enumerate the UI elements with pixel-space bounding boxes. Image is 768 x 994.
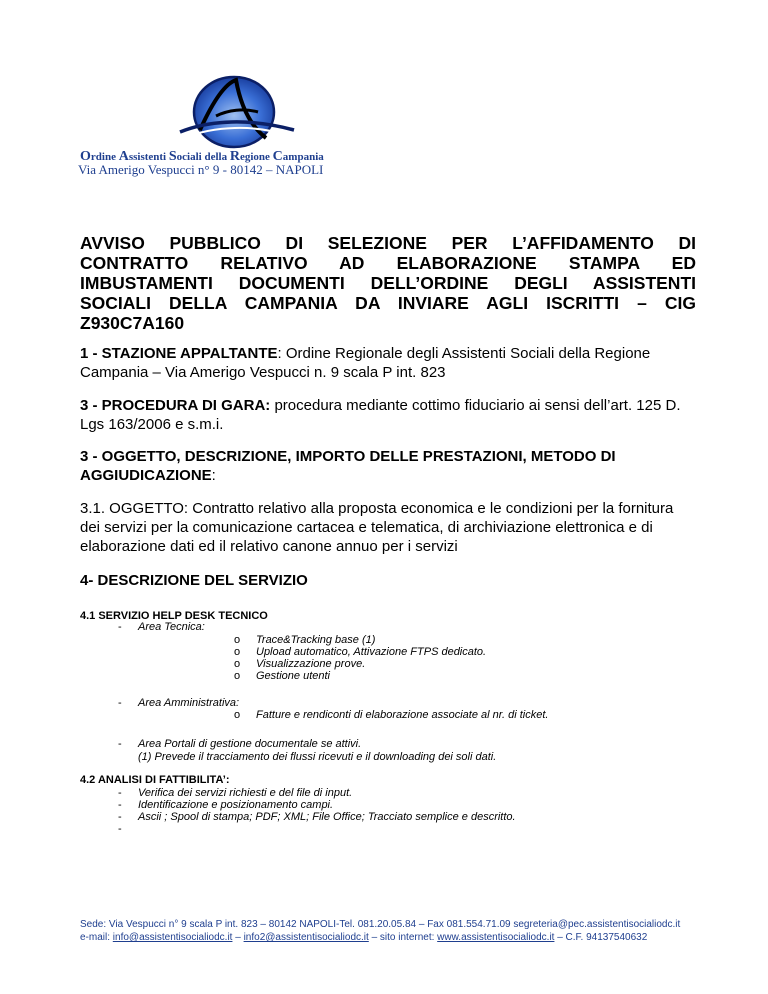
title-line: Z930C7A160 bbox=[80, 313, 185, 333]
bullet-icon: o bbox=[234, 646, 241, 658]
bullet-icon: o bbox=[234, 709, 241, 721]
section-3-1-oggetto: 3.1. OGGETTO: Contratto relativo alla proposta economica e le condizioni per la fornitura dei servizi per la comunicazione cartacea e telematica, di archiviazione elettronica e di elaborazione dati ed il relativo canone annuo per i servizi bbox=[80, 500, 674, 555]
list-item: Verifica dei servizi richiesti e del file di input. bbox=[138, 787, 353, 799]
list-dash: - bbox=[118, 799, 122, 811]
list-item: Fatture e rendiconti di elaborazione associate al nr. di ticket. bbox=[256, 709, 549, 721]
list-item: Upload automatico, Attivazione FTPS dedicato. bbox=[256, 646, 487, 658]
list-dash: - bbox=[118, 697, 122, 709]
section-procedura-di-gara: 3 - PROCEDURA DI GARA: procedura mediante cottimo fiduciario ai sensi dell’art. 125 D. Lgs 163/2006 e s.m.i. bbox=[80, 397, 681, 433]
section-stazione-appaltante: 1 - STAZIONE APPALTANTE: Ordine Regionale degli Assistenti Sociali della Regione Campania – Via Amerigo Vespucci n. 9 scala P int. 823 bbox=[80, 345, 651, 381]
organization-logo bbox=[170, 72, 302, 150]
title-line: CONTRATTO RELATIVO AD ELABORAZIONE STAMPA ED bbox=[80, 253, 696, 273]
organization-address: Via Amerigo Vespucci n° 9 - 80142 – NAPOLI bbox=[78, 162, 324, 177]
page-footer bbox=[80, 918, 700, 944]
list-dash: - bbox=[118, 787, 122, 799]
list-item: Ascii ; Spool di stampa; PDF; XML; File Office; Tracciato semplice e descritto. bbox=[138, 811, 516, 823]
list-dash: - bbox=[118, 621, 122, 633]
footer-address-line: Sede: Via Vespucci n° 9 scala P int. 823 – 80142 NAPOLI-Tel. 081.20.05.84 – Fax 081.554.71.09 segreteria@pec.assistentisocialiodc.it bbox=[80, 919, 681, 930]
section-4-heading: 4- DESCRIZIONE DEL SERVIZIO bbox=[80, 572, 308, 589]
email-link-info[interactable]: info@assistentisocialiodc.it bbox=[112, 932, 233, 943]
website-link[interactable]: www.assistentisocialiodc.it bbox=[437, 932, 555, 943]
title-line: AVVISO PUBBLICO DI SELEZIONE PER L’AFFIDAMENTO DI bbox=[80, 233, 696, 253]
title-line: SOCIALI DELLA CAMPANIA DA INVIARE AGLI ISCRITTI – CIG bbox=[80, 293, 696, 313]
title-line: IMBUSTAMENTI DOCUMENTI DELL’ORDINE DEGLI ASSISTENTI bbox=[80, 273, 696, 293]
list-item: Gestione utenti bbox=[256, 670, 330, 682]
list-dash: - bbox=[118, 738, 122, 750]
document-title bbox=[80, 233, 696, 333]
area-tecnica-label: Area Tecnica: bbox=[138, 621, 205, 633]
bullet-icon: o bbox=[234, 634, 241, 646]
bullet-icon: o bbox=[234, 670, 241, 682]
section-4-2-heading: 4.2 ANALISI DI FATTIBILITA’: bbox=[80, 774, 230, 786]
list-item: Visualizzazione prove. bbox=[256, 658, 366, 670]
section-4-1-heading: 4.1 SERVIZIO HELP DESK TECNICO bbox=[80, 610, 268, 622]
list-item: Trace&Tracking base (1) bbox=[256, 634, 376, 646]
section-oggetto-heading: 3 - OGGETTO, DESCRIZIONE, IMPORTO DELLE PRESTAZIONI, METODO DI AGGIUDICAZIONE: bbox=[80, 448, 616, 484]
area-amministrativa-label: Area Amministrativa: bbox=[138, 697, 240, 709]
list-dash: - bbox=[118, 823, 122, 835]
footnote-1: (1) Prevede il tracciamento dei flussi ricevuti e il downloading dei soli dati. bbox=[138, 751, 497, 763]
list-dash: - bbox=[118, 811, 122, 823]
bullet-icon: o bbox=[234, 658, 241, 670]
list-item: Identificazione e posizionamento campi. bbox=[138, 799, 334, 811]
email-link-info2[interactable]: info2@assistentisocialiodc.it bbox=[243, 932, 369, 943]
footer-contact-line: e-mail: info@assistentisocialiodc.it – info2@assistentisocialiodc.it – sito internet: www.assistentisocialiodc.it – C.F. 94137540632 bbox=[80, 932, 648, 943]
association-logo-icon bbox=[170, 72, 302, 150]
organization-name: Ordine Assistenti Sociali della Regione Campania bbox=[80, 149, 324, 164]
area-portali-label: Area Portali di gestione documentale se attivi. bbox=[138, 738, 362, 750]
